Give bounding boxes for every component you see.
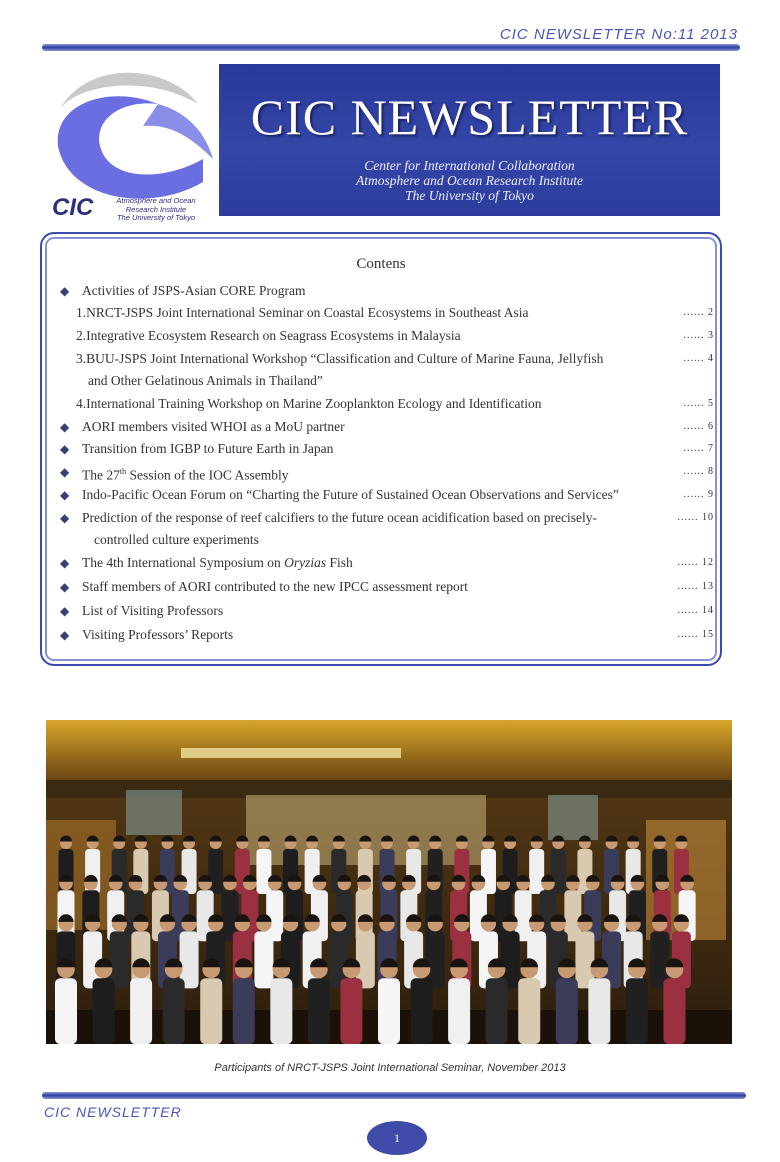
diamond-bullet-icon: ◆ [60, 604, 70, 618]
toc-item-title: Transition from IGBP to Future Earth in Japan [82, 441, 334, 456]
toc-page-number: ...... 5 [683, 398, 714, 409]
toc-page-number: ...... 15 [677, 629, 714, 640]
logo-subtext: Atmosphere and Ocean Research Institute The University of Tokyo [116, 196, 196, 222]
toc-item-title: Staff members of AORI contributed to the new IPCC assessment report [82, 579, 468, 594]
banner-title: CIC NEWSLETTER [250, 89, 689, 145]
logo-cic-text: CIC [52, 194, 94, 221]
toc-item-title: List of Visiting Professors [82, 603, 224, 618]
toc-item-title: 3.BUU-JSPS Joint International Workshop “Classification and Culture of Marine Fauna, Jellyfish and Other Gelatinous Animals in Thailand” [76, 351, 604, 388]
toc-page-number: ...... 12 [677, 557, 714, 568]
diamond-bullet-icon: ◆ [60, 556, 70, 570]
toc-page-number: ...... 2 [683, 307, 714, 318]
toc-page-number: ...... 6 [683, 421, 714, 432]
diamond-bullet-icon: ◆ [60, 420, 70, 434]
table-of-contents [40, 232, 722, 666]
diamond-bullet-icon: ◆ [60, 284, 70, 298]
toc-item-title: Indo-Pacific Ocean Forum on “Charting the Future of Sustained Ocean Observations and Services” [82, 487, 619, 502]
toc-page-number: ...... 8 [683, 466, 714, 477]
diamond-bullet-icon: ◆ [60, 511, 70, 525]
top-divider [42, 44, 740, 51]
toc-page-number: ...... 4 [683, 353, 714, 364]
toc-item-title: AORI members visited WHOI as a MoU partner [82, 419, 345, 434]
footer-label: CIC NEWSLETTER [44, 1104, 182, 1120]
toc-page-number: ...... 14 [677, 605, 714, 616]
toc-item-title: The 4th International Symposium on Oryzias Fish [82, 555, 353, 570]
toc-page-number: ...... 7 [683, 443, 714, 454]
group-photo [46, 720, 732, 1044]
diamond-bullet-icon: ◆ [60, 580, 70, 594]
bottom-divider [42, 1092, 746, 1099]
toc-page-number: ...... 10 [677, 512, 714, 523]
toc-item-title: Visiting Professors’ Reports [82, 627, 234, 642]
diamond-bullet-icon: ◆ [60, 465, 70, 479]
toc-page-number: ...... 13 [677, 581, 714, 592]
toc-page-number: ...... 9 [683, 489, 714, 500]
header-issue-label: CIC NEWSLETTER No:11 2013 [499, 26, 738, 43]
toc-item-title: Prediction of the response of reef calcifiers to the future ocean acidification based on precisely- controlled culture experiments [82, 510, 598, 547]
diamond-bullet-icon: ◆ [60, 488, 70, 502]
toc-item-title: 4.International Training Workshop on Marine Zooplankton Ecology and Identification [76, 396, 542, 411]
toc-item-title: Activities of JSPS-Asian CORE Program [82, 283, 306, 298]
banner-subtitle: Center for International Collaboration Atmosphere and Ocean Research Institute The University of Tokyo [356, 158, 583, 203]
toc-item-title: The 27th Session of the IOC Assembly [82, 467, 289, 483]
diamond-bullet-icon: ◆ [60, 628, 70, 642]
newsletter-banner [219, 64, 720, 216]
toc-item-title: 1.NRCT-JSPS Joint International Seminar on Coastal Ecosystems in Southeast Asia [76, 305, 529, 320]
toc-page-number: ...... 3 [683, 330, 714, 341]
page-number: 1 [367, 1121, 427, 1155]
contents-title: Contens [356, 256, 406, 272]
photo-caption: Participants of NRCT-JSPS Joint International Seminar, November 2013 [214, 1062, 566, 1074]
diamond-bullet-icon: ◆ [60, 442, 70, 456]
toc-item-title: 2.Integrative Ecosystem Research on Seagrass Ecosystems in Malaysia [76, 328, 461, 343]
